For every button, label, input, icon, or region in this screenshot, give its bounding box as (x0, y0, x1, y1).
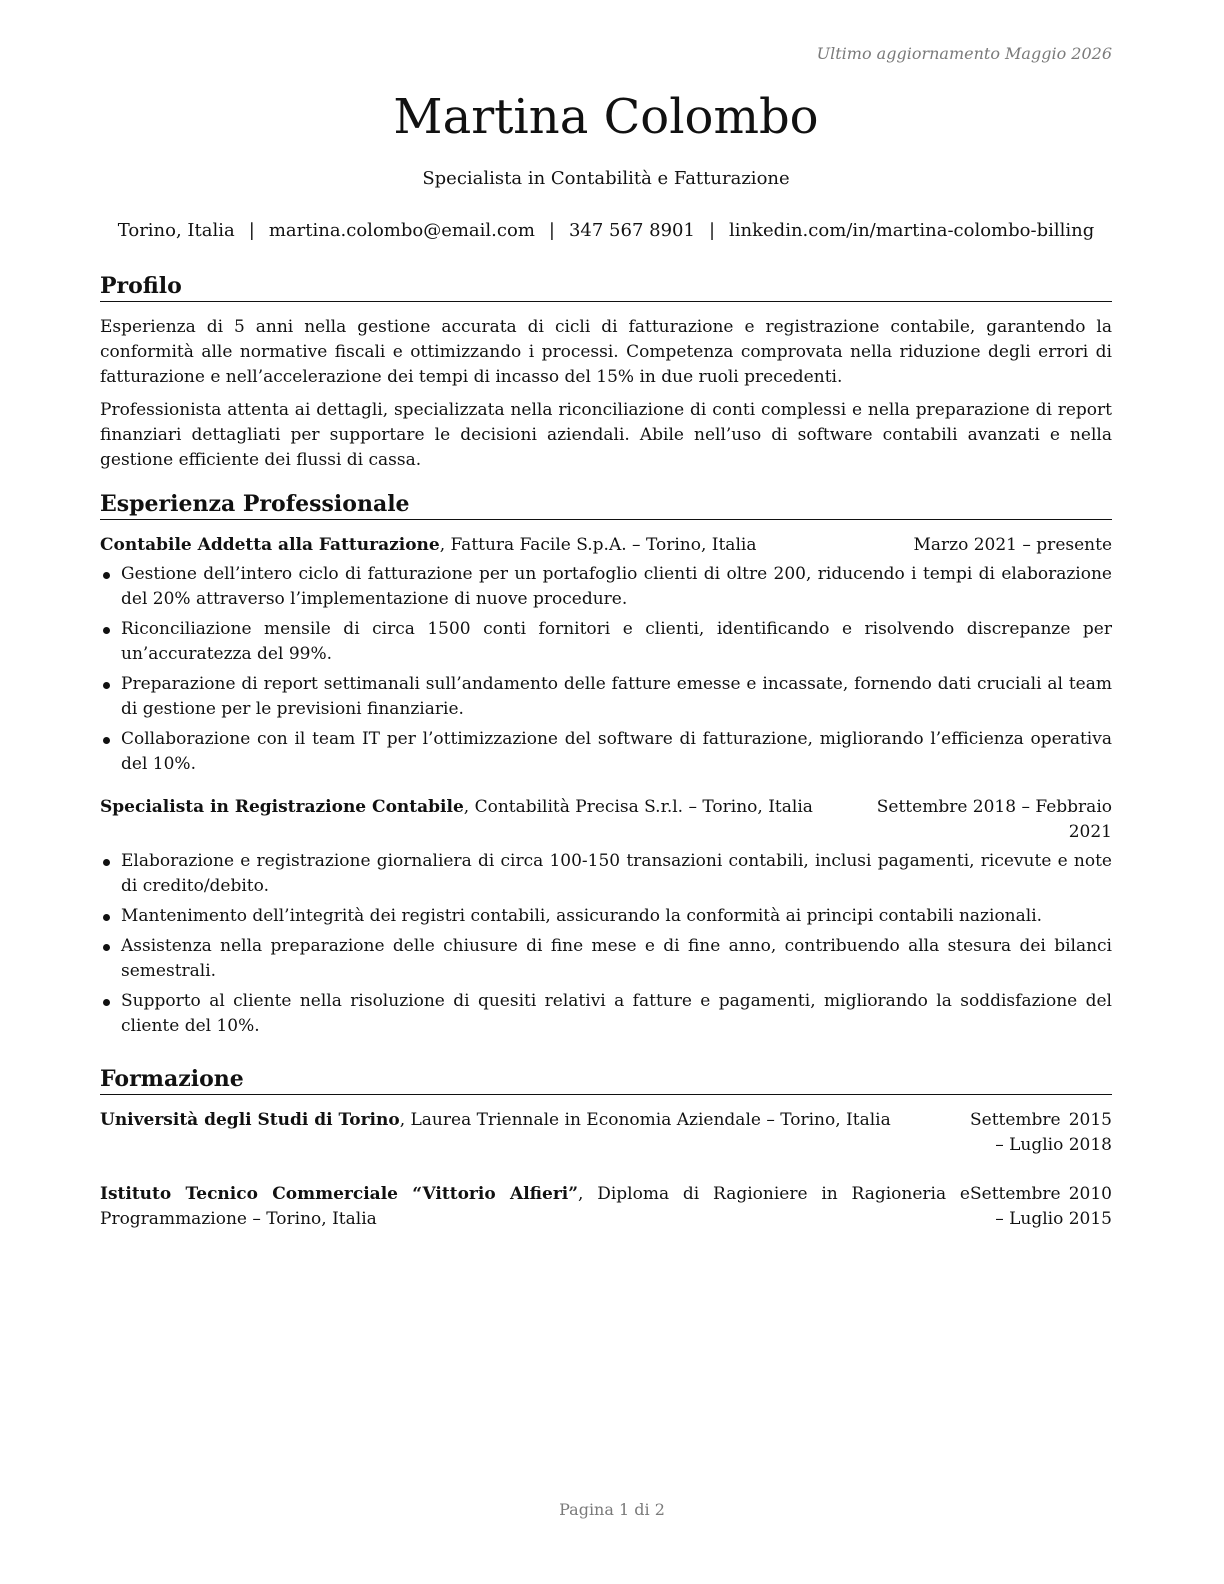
education-title: Formazione (100, 1065, 1112, 1095)
education-title-line (100, 1108, 970, 1158)
job-role: Contabile Addetta alla Fatturazione (100, 535, 440, 555)
list-item (100, 727, 1112, 777)
list-item (100, 672, 1112, 722)
bullet-icon (103, 914, 110, 921)
job-role: Specialista in Registrazione Contabile (100, 797, 464, 817)
job-company: , Fattura Facile S.p.A. – Torino, Italia (439, 535, 757, 555)
experience-section (100, 490, 1112, 1044)
profile-paragraph: Professionista attenta ai dettagli, specializzata nella riconciliazione di conti complessi e nella preparazione di report finanziari dettagliati per supportare le decisioni aziendali. Abile nell’uso di software contabili avanzati e nella gestione efficiente dei flussi di cassa. (100, 400, 1112, 470)
job-company: , Contabilità Precisa S.r.l. – Torino, Italia (463, 797, 813, 817)
job-entry (100, 533, 1112, 777)
list-item (100, 617, 1112, 667)
candidate-subtitle: Specialista in Contabilità e Fatturazione (422, 168, 790, 189)
education-dates: Settembre 2015 – Luglio 2018 (970, 1110, 1112, 1155)
bullet-icon (103, 682, 110, 689)
contact-email[interactable]: martina.colombo@email.com (268, 220, 535, 241)
page-number: Pagina 1 di 2 (559, 1500, 665, 1519)
list-item (100, 934, 1112, 984)
list-item (100, 562, 1112, 612)
bullet-text: Elaborazione e registrazione giornaliera di circa 100-150 transazioni contabili, inclusi pagamenti, ricevute e note di credito/debito. (121, 851, 1112, 896)
last-updated: Ultimo aggiornamento Maggio 2026 (816, 44, 1112, 63)
job-dates: Marzo 2021 – presente (913, 535, 1112, 555)
education-entry (100, 1182, 1112, 1232)
bullet-text: Assistenza nella preparazione delle chiusure di fine mese e di fine anno, contribuendo alla stesura dei bilanci semestrali. (121, 936, 1112, 981)
bullet-text: Collaborazione con il team IT per l’ottimizzazione del software di fatturazione, migliorando l’efficienza operativa del 10%. (121, 729, 1112, 774)
education-school: Università degli Studi di Torino (100, 1110, 400, 1130)
profile-title: Profilo (100, 272, 1112, 302)
candidate-name: Martina Colombo (393, 89, 819, 145)
bullet-icon (103, 999, 110, 1006)
contact-separator: | (708, 220, 716, 241)
contact-separator: | (248, 220, 255, 241)
education-title-line (100, 1182, 970, 1232)
education-entry (100, 1108, 1112, 1158)
job-title-line (100, 795, 872, 845)
contact-linkedin[interactable]: linkedin.com/in/martina-colombo-billing (729, 220, 1095, 241)
job-title-line (100, 533, 913, 558)
bullet-icon (103, 944, 110, 951)
job-entry (100, 795, 1112, 1039)
education-section (100, 1065, 1112, 1232)
profile-paragraph: Esperienza di 5 anni nella gestione accurata di cicli di fatturazione e registrazione contabile, garantendo la conformità alle normative fiscali e ottimizzando i processi. Competenza comprovata nella riduzione degli errori di fatturazione e nell’accelerazione dei tempi di incasso del 15% in due ruoli precedenti. (100, 317, 1112, 387)
bullet-icon (103, 627, 110, 634)
job-bullets (100, 562, 1112, 777)
job-header (100, 533, 1112, 558)
education-school: Istituto Tecnico Commerciale “Vittorio Alfieri” (100, 1184, 579, 1204)
bullet-text: Mantenimento dell’integrità dei registri contabili, assicurando la conformità ai principi contabili nazionali. (121, 906, 1043, 926)
contact-line (100, 218, 1112, 244)
bullet-text: Gestione dell’intero ciclo di fatturazione per un portafoglio clienti di oltre 200, riducendo i tempi di elaborazione del 20% attraverso l’implementazione di nuove procedure. (121, 564, 1112, 609)
job-header (100, 795, 1112, 845)
bullet-icon (103, 859, 110, 866)
education-detail: , Laurea Triennale in Economia Aziendale – Torino, Italia (399, 1110, 891, 1130)
contact-phone[interactable]: 347 567 8901 (568, 220, 695, 241)
education-detail: , Diploma di Ragioniere in Ragioneria e Programmazione – Torino, Italia (100, 1184, 970, 1229)
bullet-icon (103, 737, 110, 744)
bullet-icon (103, 572, 110, 579)
contact-location: Torino, Italia (117, 220, 235, 241)
bullet-text: Riconciliazione mensile di circa 1500 conti fornitori e clienti, identificando e risolvendo discrepanze per un’accuratezza del 99%. (121, 619, 1112, 664)
contact-separator: | (548, 220, 555, 241)
list-item (100, 904, 1112, 929)
job-dates: Settembre 2018 – Febbraio 2021 (876, 797, 1112, 842)
list-item (100, 989, 1112, 1039)
bullet-text: Preparazione di report settimanali sull’andamento delle fatture emesse e incassate, fornendo dati cruciali al team di gestione per le previsioni finanziarie. (121, 674, 1112, 719)
profile-section (100, 272, 1112, 473)
job-bullets (100, 849, 1112, 1039)
list-item (100, 849, 1112, 899)
bullet-text: Supporto al cliente nella risoluzione di quesiti relativi a fatture e pagamenti, migliorando la soddisfazione del cliente del 10%. (121, 991, 1112, 1036)
education-dates: Settembre 2010 – Luglio 2015 (970, 1184, 1112, 1229)
experience-title: Esperienza Professionale (100, 490, 1112, 520)
